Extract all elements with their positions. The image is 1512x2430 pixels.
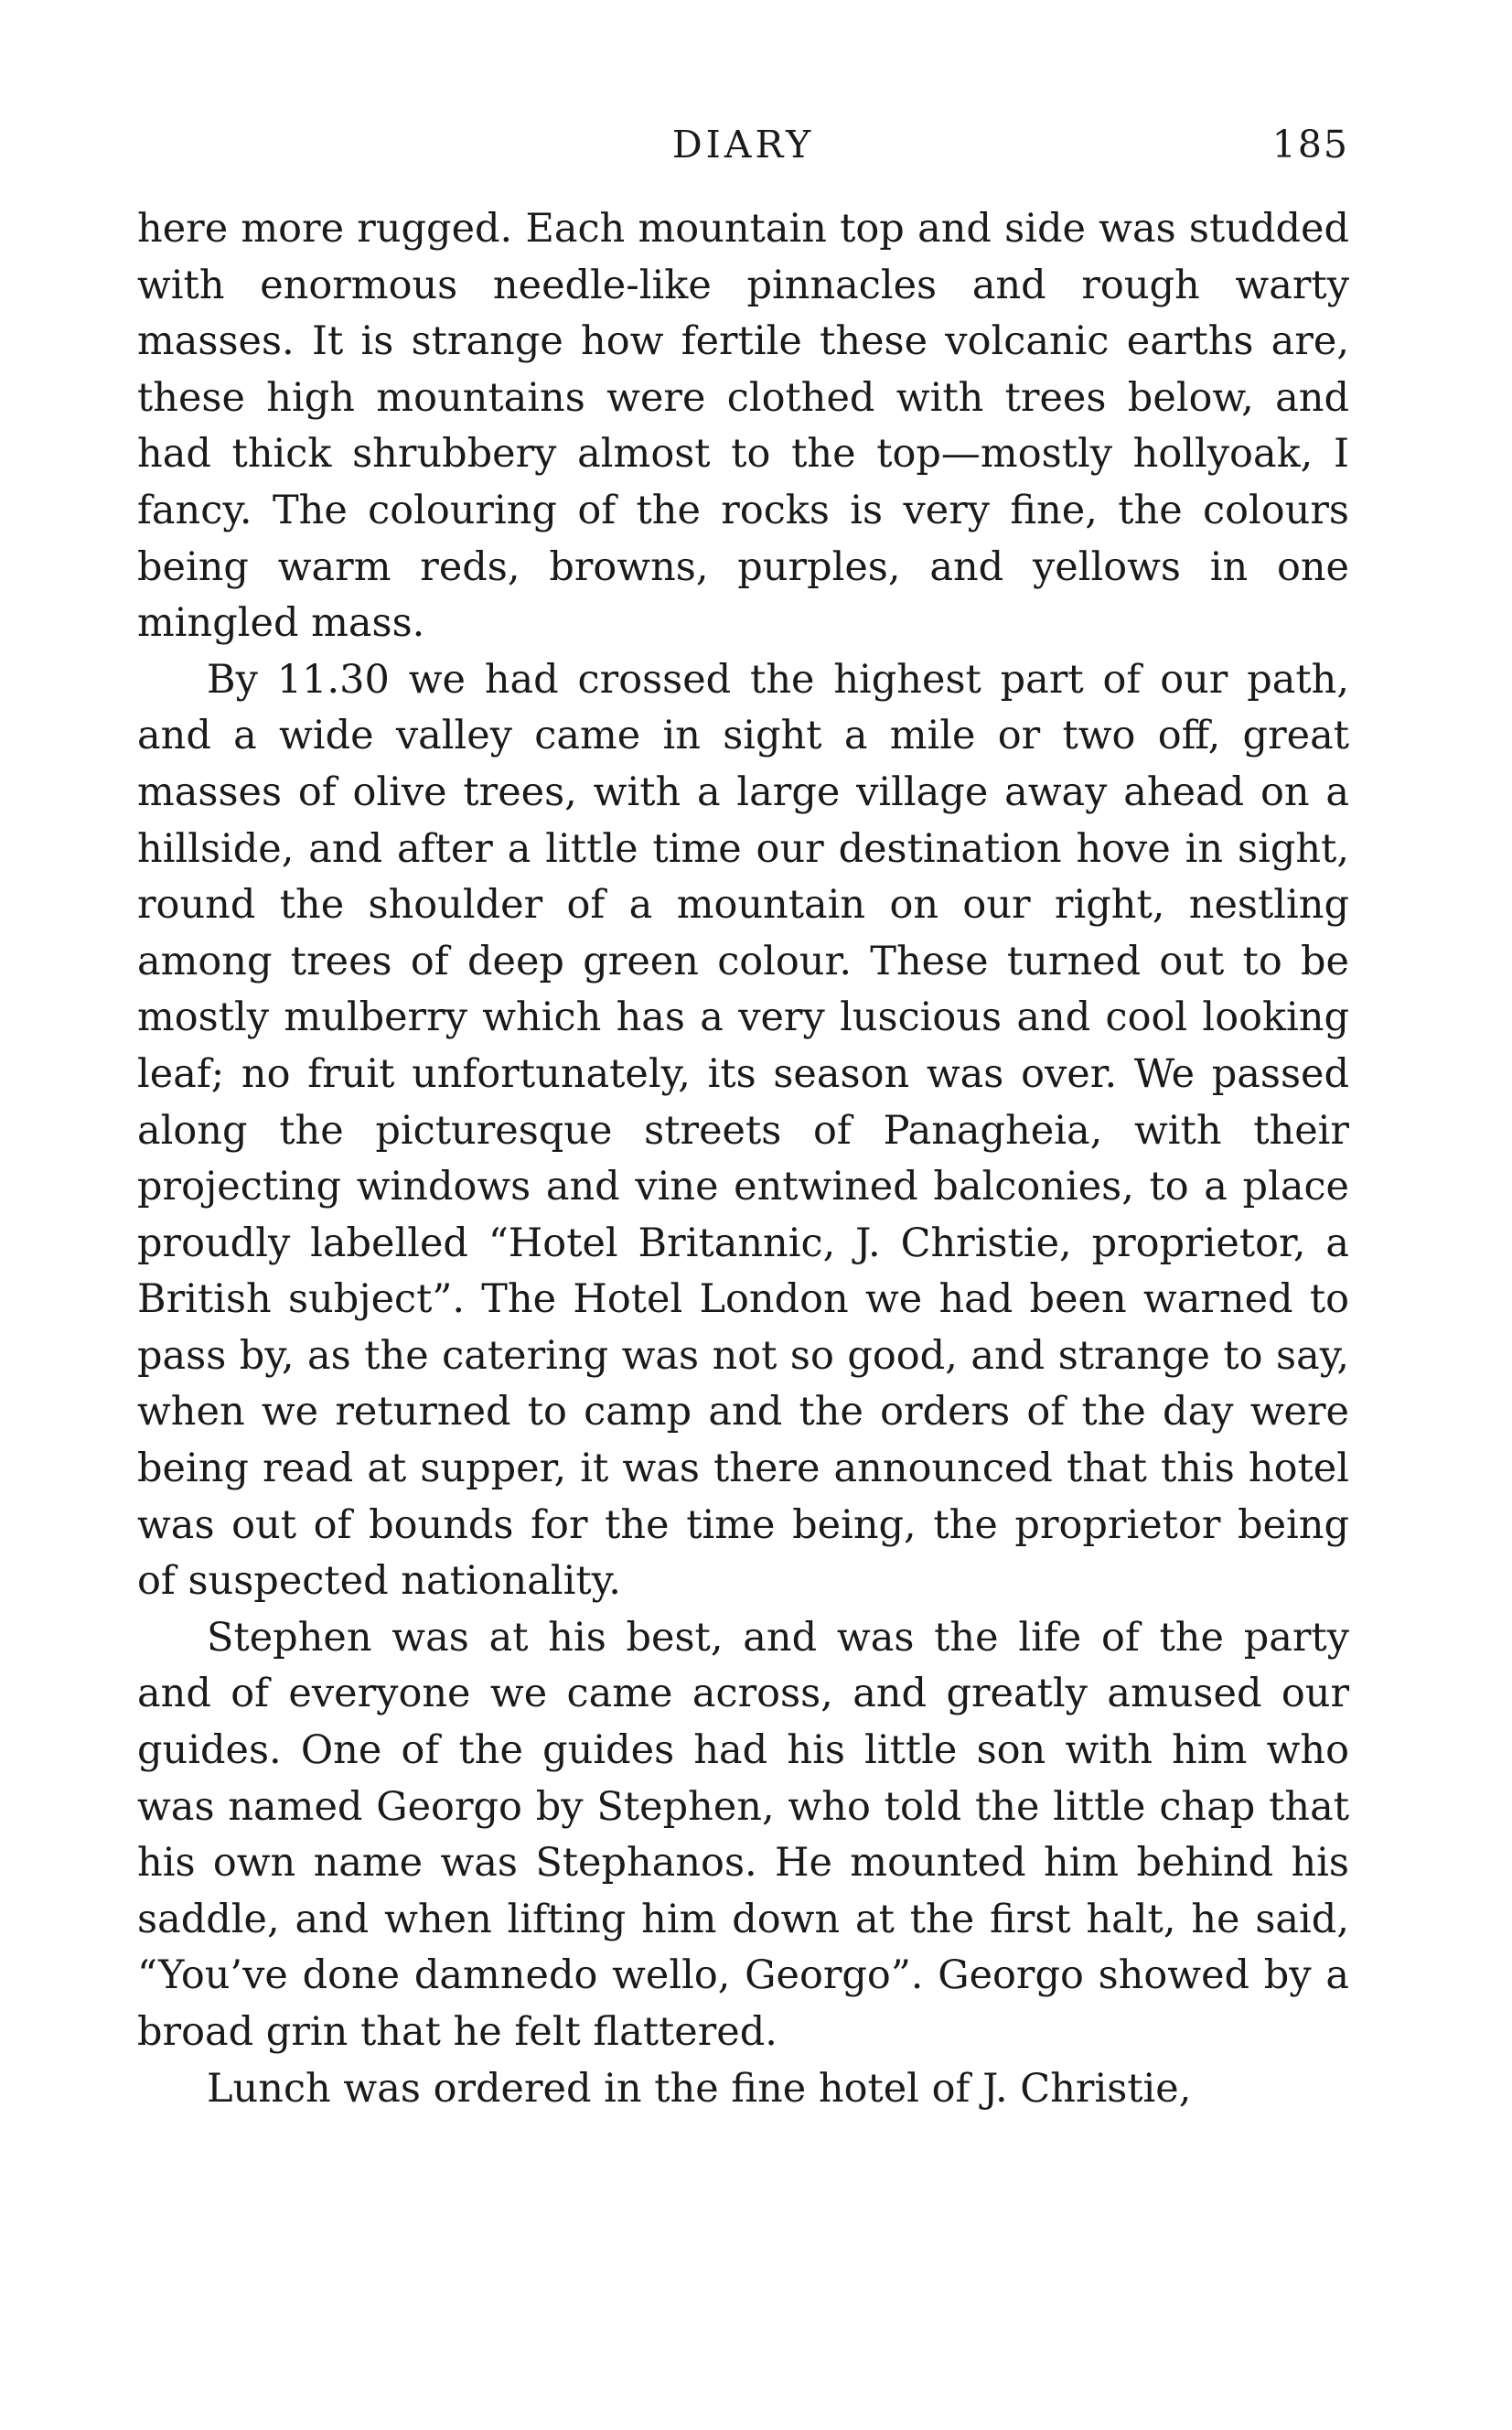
page-number: 185 <box>1271 123 1349 167</box>
paragraph-continued: here more rugged. Each mountain top and side was studded with enormous needle-like pinnacles and rough warty masses. It is strange how fertile these volcanic earths are, these high mountains were clothed with trees below, and had thick shrubbery almost to the top—mostly hollyoak, I fancy. The colouring of the rocks is very fine, the colours being warm reds, browns, purples, and yellows in one mingled mass. <box>137 206 1349 647</box>
paragraph: Stephen was at his best, and was the life of the party and of everyone we came across, and greatly amused our guides. One of the guides had his little son with him who was named Georgo by Stephen, who told the little chap that his own name was Stephanos. He mounted him behind his saddle, and when lifting him down at the first halt, he said, “You’ve done damnedo wello, Georgo”. Georgo showed by a broad grin that he felt flattered. <box>137 1614 1349 2055</box>
paragraph-continues: Lunch was ordered in the fine hotel of J. Christie, <box>207 2065 1192 2112</box>
paragraph: By 11.30 we had crossed the highest part of our path, and a wide valley came in sight a mile or two off, great masses of olive trees, with a large village away ahead on a hillside, and after a little time our destination hove in sight, round the shoulder of a mountain on our right, nestling among trees of deep green colour. These turned out to be mostly mulberry which has a very luscious and cool looking leaf; no fruit unfortunately, its season was over. We passed along the picturesque streets of Panagheia, with their projecting windows and vine entwined balconies, to a place proudly labelled “Hotel Britannic, J. Christie, proprietor, a British subject”. The Hotel London we had been warned to pass by, as the catering was not so good, and strange to say, when we returned to camp and the orders of the day were being read at supper, it was there announced that this hotel was out of bounds for the time being, the proprietor being of suspected nationality. <box>137 656 1349 1605</box>
running-title: DIARY <box>671 123 815 167</box>
running-head <box>137 117 1349 172</box>
text-body <box>137 201 1349 2117</box>
